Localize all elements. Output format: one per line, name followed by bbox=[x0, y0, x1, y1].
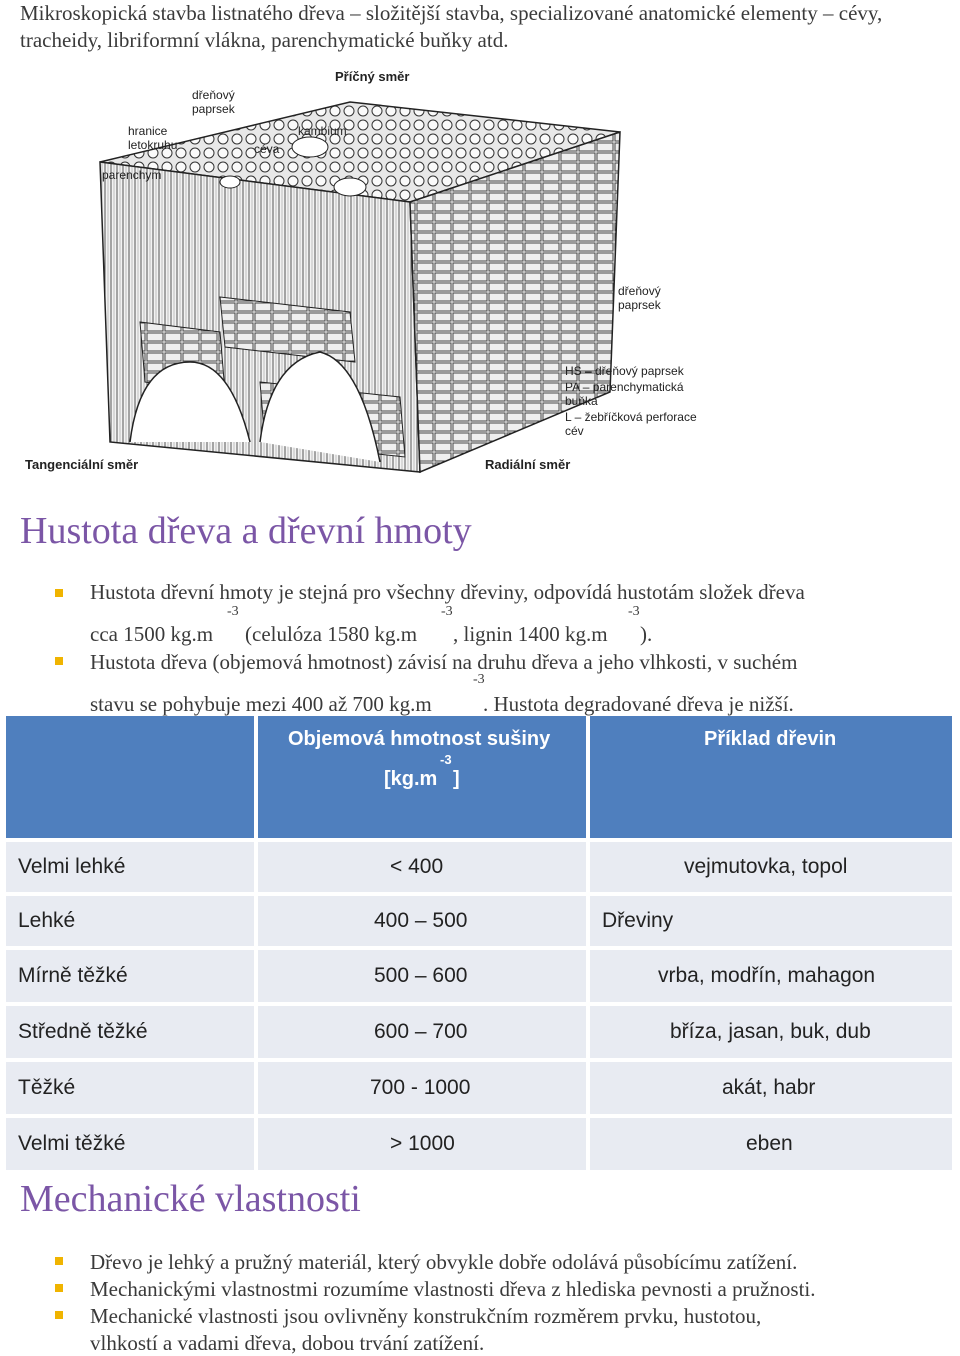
row-category: Velmi těžké bbox=[18, 1132, 126, 1155]
header-density-line1: Objemová hmotnost sušiny bbox=[288, 728, 551, 750]
bullet-marker bbox=[55, 657, 63, 665]
section-title-hustota: Hustota dřeva a dřevní hmoty bbox=[20, 510, 472, 552]
bullet-mechanicke-3 bbox=[55, 1304, 955, 1356]
row-examples: Dřeviny bbox=[602, 909, 674, 932]
header-cell-examples bbox=[590, 716, 952, 838]
row-examples: vrba, modřín, mahagon bbox=[658, 964, 876, 987]
row-range: 600 – 700 bbox=[374, 1020, 468, 1043]
bullet-text: Mechanické vlastnosti jsou ovlivněny konstrukčním rozměrem prvku, hustotou, bbox=[90, 1304, 762, 1328]
bullet-text-line2b: (celulóza 1580 kg.m bbox=[245, 622, 418, 646]
row-category: Středně těžké bbox=[18, 1020, 148, 1043]
bullet-text-line1: Hustota dřevní hmoty je stejná pro všechny dřeviny, odpovídá hustotám složek dřeva bbox=[90, 580, 805, 604]
row-category: Těžké bbox=[18, 1076, 76, 1099]
wood-structure-diagram bbox=[20, 62, 720, 482]
bullet-marker bbox=[55, 1257, 63, 1265]
row-category: Mírně těžké bbox=[18, 964, 128, 987]
header-cell-category bbox=[6, 716, 254, 838]
label-radialni-smer: Radiální směr bbox=[485, 457, 571, 472]
label-drenovy-paprsek-2: dřeňový paprsek bbox=[618, 284, 661, 312]
bullet-marker bbox=[55, 589, 63, 597]
header-density-exp: -3 bbox=[440, 752, 452, 767]
exponent: -3 bbox=[227, 604, 239, 619]
header-cell-density bbox=[258, 716, 586, 838]
label-hranice-letokruhu: hranice letokruhu bbox=[128, 124, 178, 152]
row-range: 500 – 600 bbox=[374, 964, 468, 987]
exponent: -3 bbox=[473, 672, 485, 687]
bullet-marker bbox=[55, 1284, 63, 1292]
bullet-hustota-dreva bbox=[55, 650, 955, 716]
exponent: -3 bbox=[441, 604, 453, 619]
bullet-text-cont: vlhkostí a vadami dřeva, dobou trvání zatížení. bbox=[90, 1331, 485, 1355]
row-range: 700 - 1000 bbox=[370, 1076, 471, 1099]
header-density-unit: [kg.m bbox=[384, 768, 438, 790]
bullet-text-line2a: cca 1500 kg.m bbox=[90, 622, 214, 646]
row-examples: vejmutovka, topol bbox=[684, 855, 848, 878]
bullet-text-line2d: ). bbox=[640, 622, 653, 646]
intro-text: Mikroskopická stavba listnatého dřeva – složitější stavba, specializované anatomické elementy – cévy, tracheidy, libriformní vlákna, parenchymatické buňky atd. bbox=[20, 1, 883, 52]
bullet-mechanicke-2 bbox=[55, 1277, 955, 1301]
bullet-text-line2c: , lignin 1400 kg.m bbox=[453, 622, 608, 646]
bullet-mechanicke-1 bbox=[55, 1250, 955, 1274]
row-examples: akát, habr bbox=[722, 1076, 816, 1099]
bullet-text-line1: Hustota dřeva (objemová hmotnost) závisí na druhu dřeva a jeho vlhkosti, v suchém bbox=[90, 650, 798, 674]
row-category: Lehké bbox=[18, 909, 76, 932]
label-parenchym: parenchym bbox=[102, 168, 162, 182]
header-density-close: ] bbox=[453, 768, 460, 790]
row-examples: eben bbox=[746, 1132, 793, 1155]
legend-l: L – žebříčková perforace cév bbox=[565, 410, 697, 438]
row-range: < 400 bbox=[390, 855, 444, 878]
bullet-text-line2b: . Hustota degradované dřeva je nižší. bbox=[483, 692, 794, 716]
bullet-text: Dřevo je lehký a pružný materiál, který obvykle dobře odolává působícímu zatížení. bbox=[90, 1250, 798, 1274]
bullet-text: Mechanickými vlastnostmi rozumíme vlastnosti dřeva z hlediska pevnosti a pružnosti. bbox=[90, 1277, 816, 1301]
legend-hs: HS – dřeňový paprsek bbox=[565, 364, 684, 378]
label-drenovy-paprsek: dřeňový paprsek bbox=[192, 88, 235, 116]
row-range: > 1000 bbox=[390, 1132, 455, 1155]
label-ceva: céva bbox=[254, 142, 280, 156]
label-tangencialni-smer: Tangenciální směr bbox=[25, 457, 139, 472]
row-examples: bříza, jasan, buk, dub bbox=[670, 1020, 871, 1043]
section-title-mechanicke: Mechanické vlastnosti bbox=[20, 1178, 361, 1220]
bullet-marker bbox=[55, 1311, 63, 1319]
row-category: Velmi lehké bbox=[18, 855, 126, 878]
label-kambium: kambium bbox=[298, 124, 347, 138]
bullet-hustota-hmoty bbox=[55, 580, 955, 646]
label-pricny-smer: Příčný směr bbox=[335, 69, 410, 84]
exponent: -3 bbox=[628, 604, 640, 619]
bullet-text-line2a: stavu se pohybuje mezi 400 až 700 kg.m bbox=[90, 692, 432, 716]
legend-pa: PA – parenchymatická buňka bbox=[565, 380, 684, 408]
header-examples: Příklad dřevin bbox=[704, 728, 837, 750]
row-range: 400 – 500 bbox=[374, 909, 468, 932]
